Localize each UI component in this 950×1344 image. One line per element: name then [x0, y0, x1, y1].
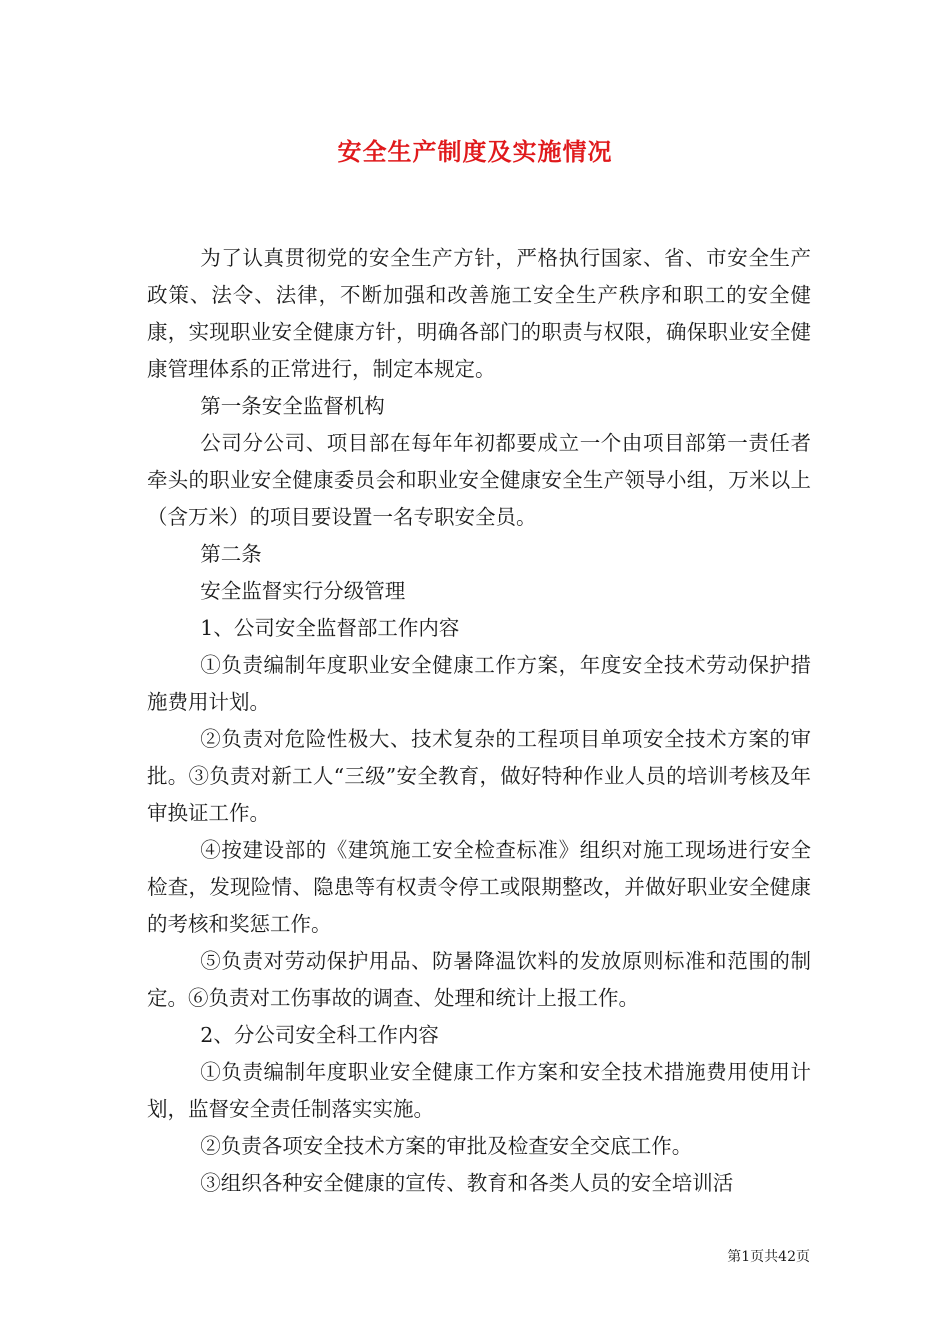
paragraph-intro: 为了认真贯彻党的安全生产方针，严格执行国家、省、市安全生产政策、法令、法律，不断加强和改善施工安全生产秩序和职工的安全健康，实现职业安全健康方针，明确各部门的职责与权限，确保职业安全健康管理体系的正常进行，制定本规定。: [147, 246, 811, 381]
paragraph-item-2-3: ②负责对危险性极大、技术复杂的工程项目单项安全技术方案的审批。③负责对新工人“三级”安全教育，做好特种作业人员的培训考核及年审换证工作。: [147, 727, 811, 825]
paragraph-item-5-6: ⑤负责对劳动保护用品、防暑降温饮料的发放原则标准和范围的制定。⑥负责对工伤事故的调查、处理和统计上报工作。: [147, 949, 811, 1010]
paragraph-article-1-heading: 第一条安全监督机构: [200, 394, 385, 418]
paragraph-article-2-heading: 第二条: [200, 542, 262, 566]
paragraph-section-1-heading: 1、公司安全监督部工作内容: [200, 616, 460, 640]
paragraph-section-2-item-1: ①负责编制年度职业安全健康工作方案和安全技术措施费用使用计划，监督安全责任制落实实施。: [147, 1060, 811, 1121]
paragraph-article-2-subheading: 安全监督实行分级管理: [200, 579, 406, 603]
paragraph-item-1: ①负责编制年度职业安全健康工作方案，年度安全技术劳动保护措施费用计划。: [147, 653, 811, 714]
document-title: 安全生产制度及实施情况: [337, 137, 613, 166]
paragraph-section-2-item-2: ②负责各项安全技术方案的审批及检查安全交底工作。: [200, 1134, 693, 1158]
paragraph-section-2-item-3: ③组织各种安全健康的宣传、教育和各类人员的安全培训活: [200, 1171, 734, 1195]
paragraph-article-1-body: 公司分公司、项目部在每年年初都要成立一个由项目部第一责任者牵头的职业安全健康委员会和职业安全健康安全生产领导小组，万米以上（含万米）的项目要设置一名专职安全员。: [147, 431, 811, 529]
document-body: [147, 240, 811, 1202]
paragraph-item-4: ④按建设部的《建筑施工安全检查标准》组织对施工现场进行安全检查，发现险情、隐患等有权责令停工或限期整改，并做好职业安全健康的考核和奖惩工作。: [147, 838, 811, 936]
page-number-footer: 第1页共42页: [727, 1249, 810, 1265]
paragraph-section-2-heading: 2、分公司安全科工作内容: [200, 1023, 439, 1047]
